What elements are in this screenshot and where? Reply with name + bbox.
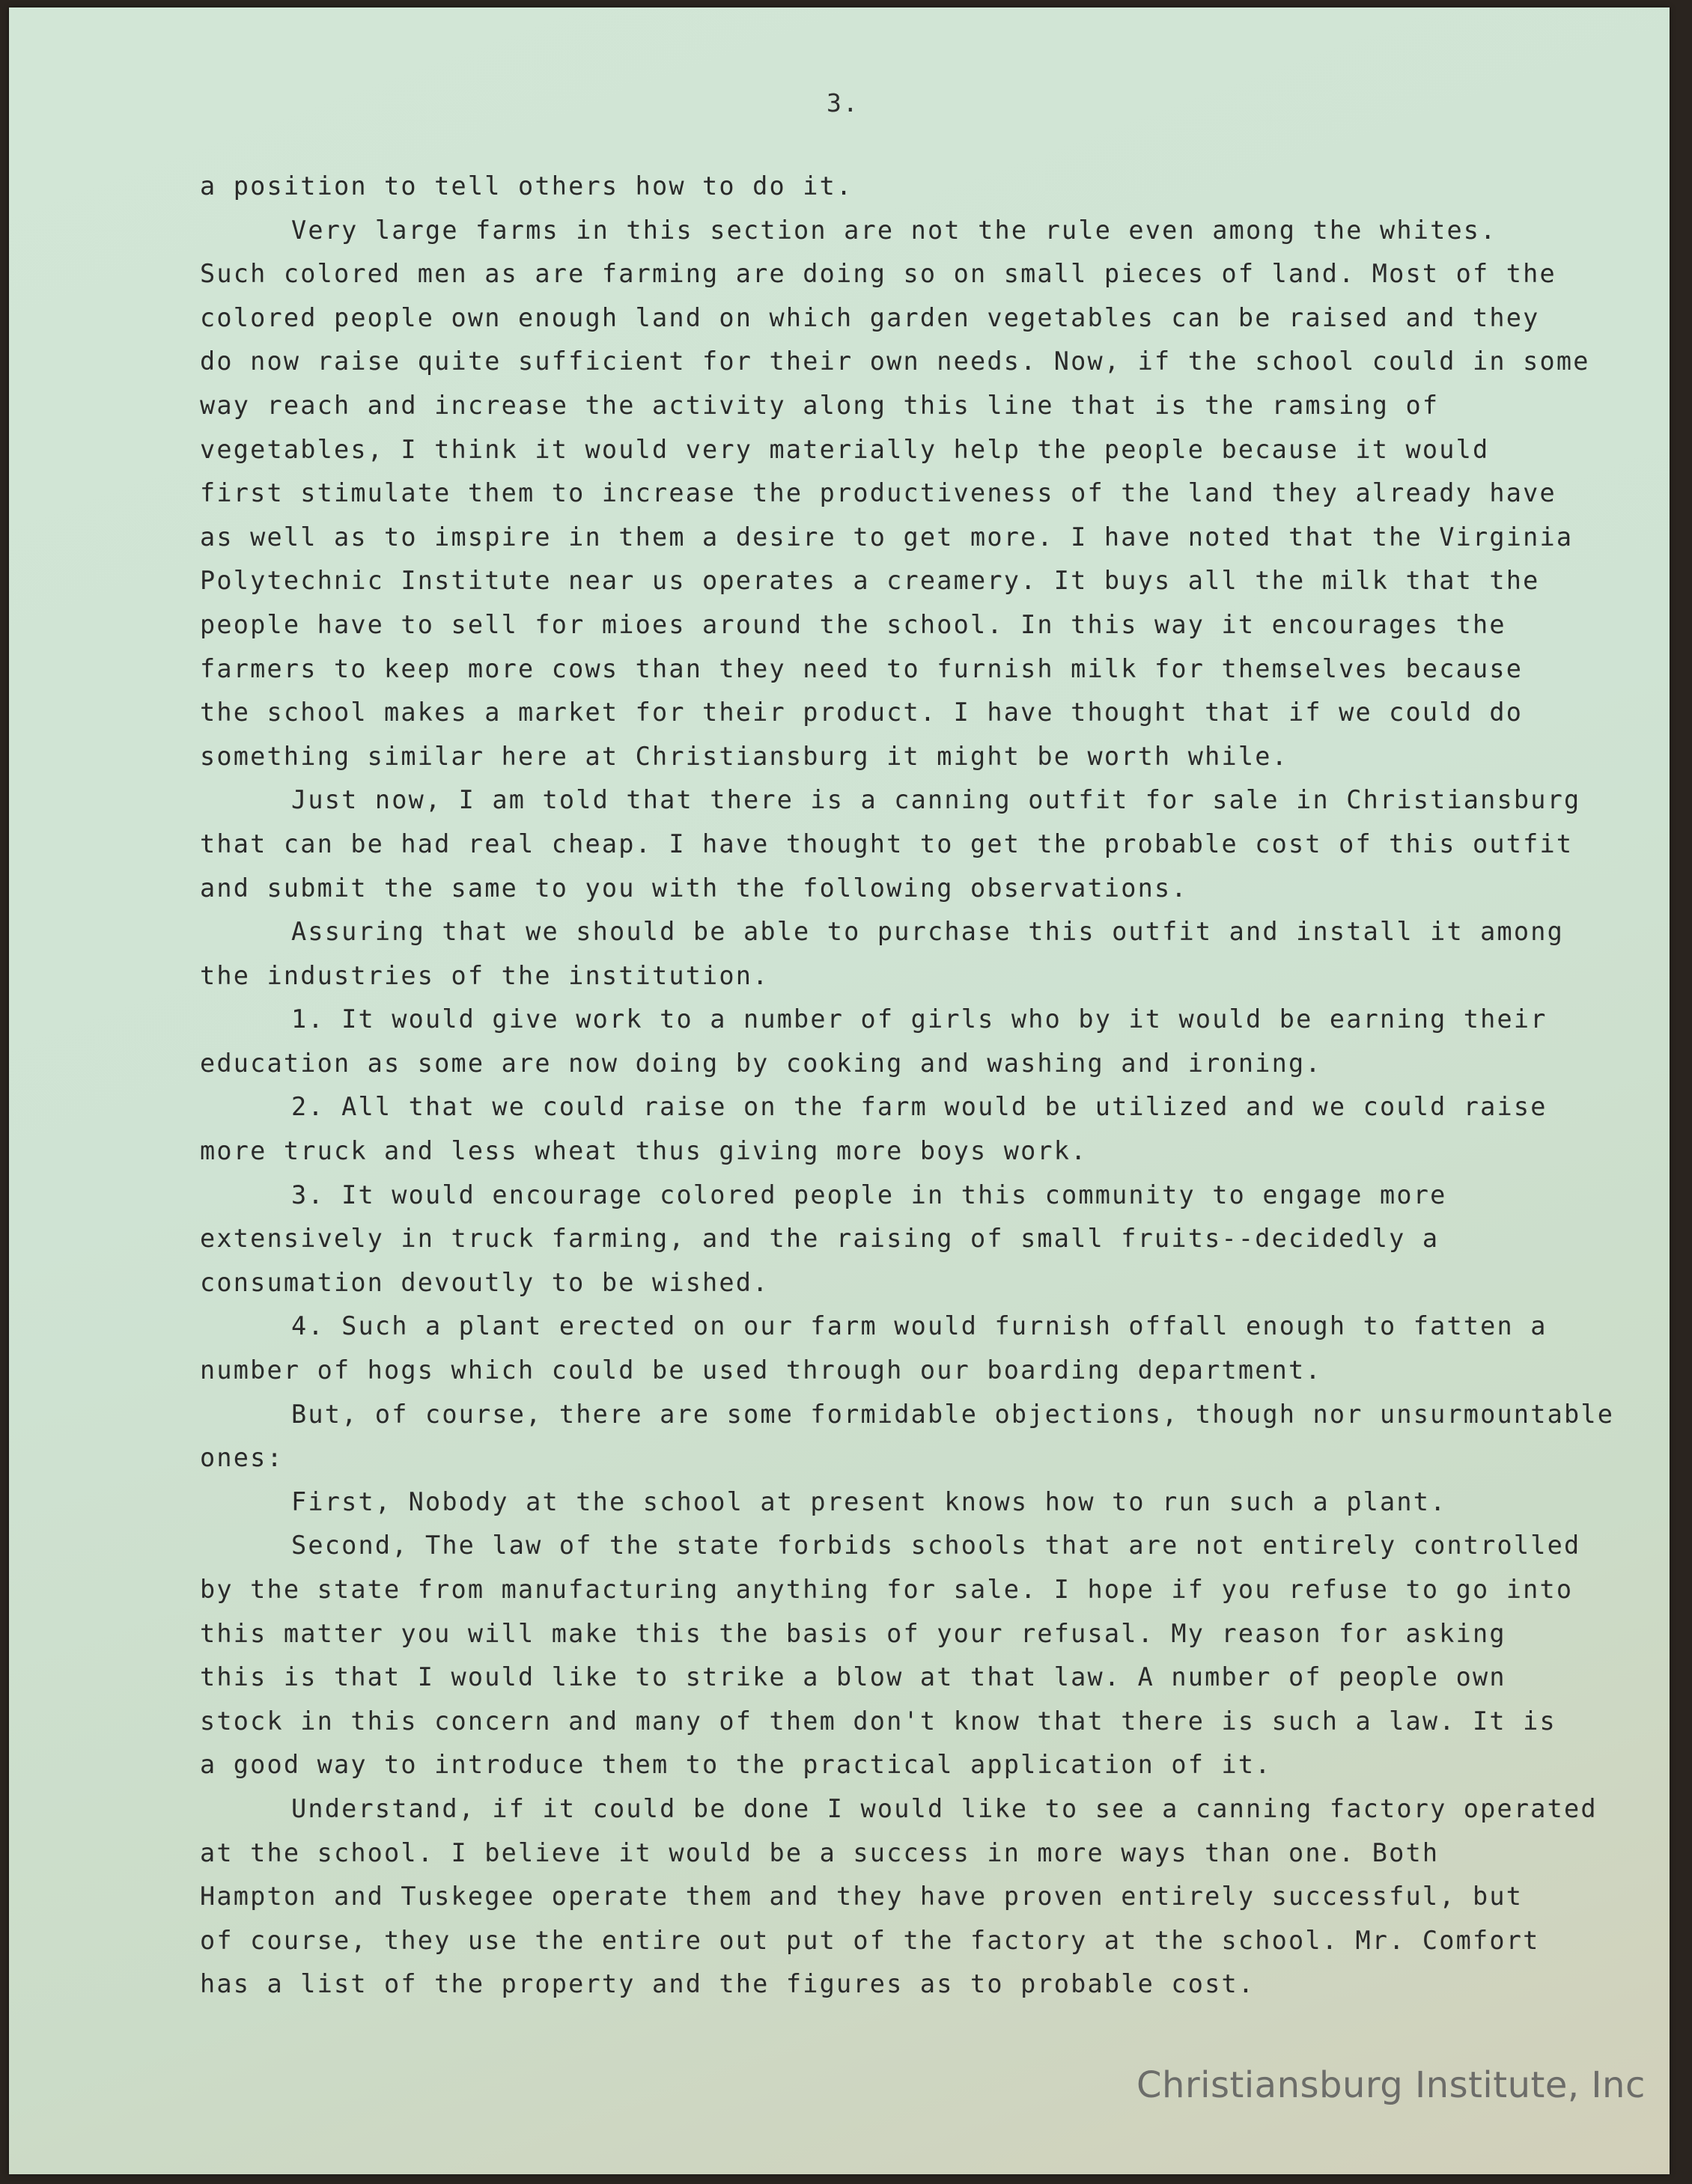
text-line: a position to tell others how to do it. <box>200 171 853 201</box>
text-line: this matter you will make this the basis of your refusal. My reason for asking <box>200 1618 1506 1648</box>
text-line: education as some are now doing by cooking and washing and ironing. <box>200 1048 1322 1078</box>
text-line: do now raise quite sufficient for their own needs. Now, if the school could in some <box>200 347 1590 376</box>
text-line: that can be had real cheap. I have thought to get the probable cost of this outfit <box>200 829 1574 858</box>
text-line: way reach and increase the activity along this line that is the ramsing of <box>200 390 1440 420</box>
text-line: Just now, I am told that there is a canning outfit for sale in Christiansburg <box>291 785 1581 815</box>
page-number: 3. <box>827 88 859 118</box>
text-line: But, of course, there are some formidable objections, though nor unsurmountable <box>291 1399 1615 1429</box>
text-line: Assuring that we should be able to purchase this outfit and install it among <box>291 917 1565 947</box>
text-line: 4. Such a plant erected on our farm would furnish offall enough to fatten a <box>291 1311 1548 1341</box>
text-line: Understand, if it could be done I would like to see a canning factory operated <box>291 1793 1598 1823</box>
text-line: First, Nobody at the school at present knows how to run such a plant. <box>291 1486 1447 1516</box>
letter-body <box>200 165 1682 2007</box>
text-line: Second, The law of the state forbids schools that are not entirely controlled <box>291 1531 1581 1561</box>
text-line: and submit the same to you with the following observations. <box>200 873 1188 903</box>
text-line: farmers to keep more cows than they need to furnish milk for themselves because <box>200 653 1524 683</box>
text-line: people have to sell for mioes around the school. In this way it encourages the <box>200 609 1506 639</box>
text-line: at the school. I believe it would be a success in more ways than one. Both <box>200 1837 1440 1867</box>
archive-watermark: Christiansburg Institute, Inc <box>1136 2064 1646 2106</box>
text-line: something similar here at Christiansburg it might be worth while. <box>200 741 1288 771</box>
text-line: Polytechnic Institute near us operates a creamery. It buys all the milk that the <box>200 566 1540 596</box>
text-line: consumation devoutly to be wished. <box>200 1267 770 1297</box>
text-line: more truck and less wheat thus giving more boys work. <box>200 1136 1088 1166</box>
text-line: ones: <box>200 1443 284 1473</box>
text-line: the industries of the institution. <box>200 960 770 990</box>
text-line: a good way to introduce them to the practical application of it. <box>200 1750 1272 1780</box>
text-line: vegetables, I think it would very materially help the people because it would <box>200 434 1490 464</box>
text-line: extensively in truck farming, and the raising of small fruits--decidedly a <box>200 1224 1440 1254</box>
text-line: Very large farms in this section are not the rule even among the whites. <box>291 215 1497 245</box>
text-line: stock in this concern and many of them don't know that there is such a law. It is <box>200 1706 1556 1736</box>
text-line: this is that I would like to strike a blow at that law. A number of people own <box>200 1662 1506 1692</box>
text-line: 2. All that we could raise on the farm would be utilized and we could raise <box>291 1092 1548 1122</box>
text-line: 1. It would give work to a number of girls who by it would be earning their <box>291 1004 1548 1034</box>
text-line: 3. It would encourage colored people in this community to engage more <box>291 1180 1447 1210</box>
text-line: has a list of the property and the figures as to probable cost. <box>200 1969 1256 1999</box>
text-line: Such colored men as are farming are doing so on small pieces of land. Most of the <box>200 259 1556 289</box>
text-line: of course, they use the entire out put of the factory at the school. Mr. Comfort <box>200 1925 1540 1955</box>
document-page <box>9 7 1670 2174</box>
text-line: by the state from manufacturing anything for sale. I hope if you refuse to go into <box>200 1575 1574 1604</box>
text-line: the school makes a market for their product. I have thought that if we could do <box>200 698 1524 728</box>
text-line: Hampton and Tuskegee operate them and they have proven entirely successful, but <box>200 1882 1524 1912</box>
text-line: colored people own enough land on which garden vegetables can be raised and they <box>200 302 1540 332</box>
text-line: number of hogs which could be used through our boarding department. <box>200 1355 1322 1385</box>
text-line: first stimulate them to increase the productiveness of the land they already have <box>200 478 1556 508</box>
text-line: as well as to imspire in them a desire to get more. I have noted that the Virginia <box>200 522 1574 552</box>
